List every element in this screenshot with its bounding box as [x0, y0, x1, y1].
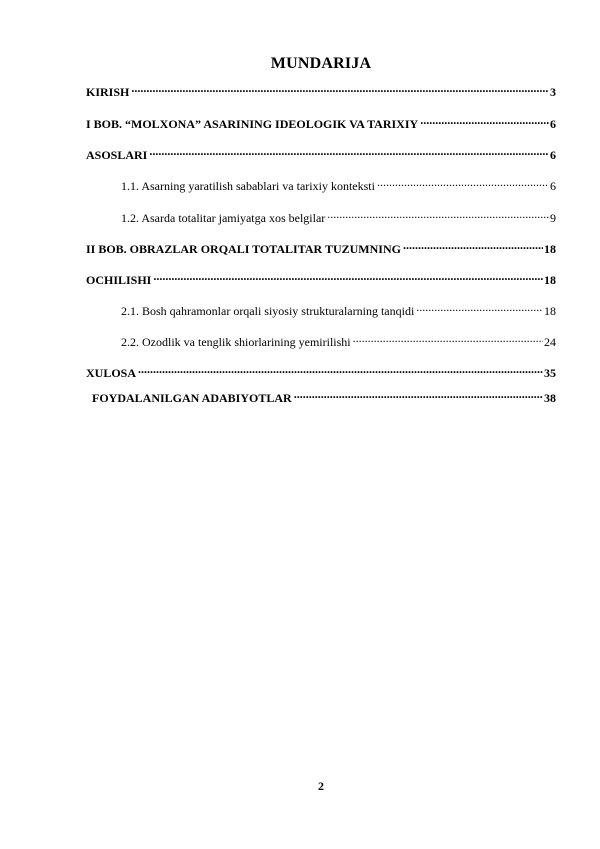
dot-leader [377, 178, 549, 190]
toc-entry-section-1-2[interactable] [121, 210, 556, 226]
toc-entry-chapter-1[interactable] [86, 116, 556, 132]
toc-entry-chapter-1-cont[interactable] [86, 147, 556, 163]
dot-leader [131, 84, 549, 96]
dot-leader [153, 272, 543, 284]
page-number: 2 [318, 779, 324, 793]
toc-entry-page: 6 [550, 179, 556, 193]
toc-entry-label: II BOB. OBRAZLAR ORQALI TOTALITAR TUZUMNING [86, 242, 401, 256]
toc-entry-page: 38 [544, 391, 556, 405]
dot-leader [416, 303, 543, 315]
toc-entry-page: 24 [544, 335, 556, 349]
toc-entry-label: 1.2. Asarda totalitar jamiyatga xos belgilar [121, 211, 326, 225]
toc-entry-page: 9 [550, 211, 556, 225]
dot-leader [420, 116, 549, 128]
toc-entry-page: 3 [550, 85, 556, 99]
toc-entry-label: 2.2. Ozodlik va tenglik shiorlarining yemirilishi [121, 335, 351, 349]
toc-entry-label: FOYDALANILGAN ADABIYOTLAR [92, 391, 292, 405]
toc-entry-page: 18 [544, 242, 556, 256]
toc-entry-label: KIRISH [86, 85, 130, 99]
toc-entry-label: XULOSA [86, 366, 137, 380]
dot-leader [138, 365, 543, 377]
dot-leader [353, 334, 543, 346]
toc-entry-chapter-2-cont[interactable] [86, 272, 556, 288]
toc-entry-xulosa[interactable] [86, 365, 556, 381]
dot-leader [327, 210, 549, 222]
toc-entry-kirish[interactable] [86, 84, 556, 100]
toc-entry-label: 2.1. Bosh qahramonlar orqali siyosiy strukturalarning tanqidi [121, 304, 415, 318]
toc-entry-label: 1.1. Asarning yaratilish sabablari va tarixiy konteksti [121, 179, 375, 193]
toc-entry-label: I BOB. “MOLXONA” ASARINING IDEOLOGIK VA TARIXIY [86, 117, 419, 131]
toc-entry-label: OCHILISHI [86, 273, 152, 287]
toc-entry-adabiyotlar[interactable] [92, 390, 556, 406]
toc-entry-page: 18 [544, 304, 556, 318]
dot-leader [294, 390, 543, 402]
dot-leader [403, 241, 543, 253]
toc-entry-page: 18 [544, 273, 556, 287]
toc-entry-label: ASOSLARI [86, 148, 148, 162]
toc-entry-page: 6 [550, 117, 556, 131]
toc-entry-section-2-2[interactable] [121, 334, 556, 350]
page-title: MUNDARIJA [270, 55, 372, 72]
toc-entry-page: 35 [544, 366, 556, 380]
toc-entry-chapter-2[interactable] [86, 241, 556, 257]
toc-entry-section-2-1[interactable] [121, 303, 556, 319]
dot-leader [149, 147, 549, 159]
toc-entry-page: 6 [550, 148, 556, 162]
toc-entry-section-1-1[interactable] [121, 178, 556, 194]
